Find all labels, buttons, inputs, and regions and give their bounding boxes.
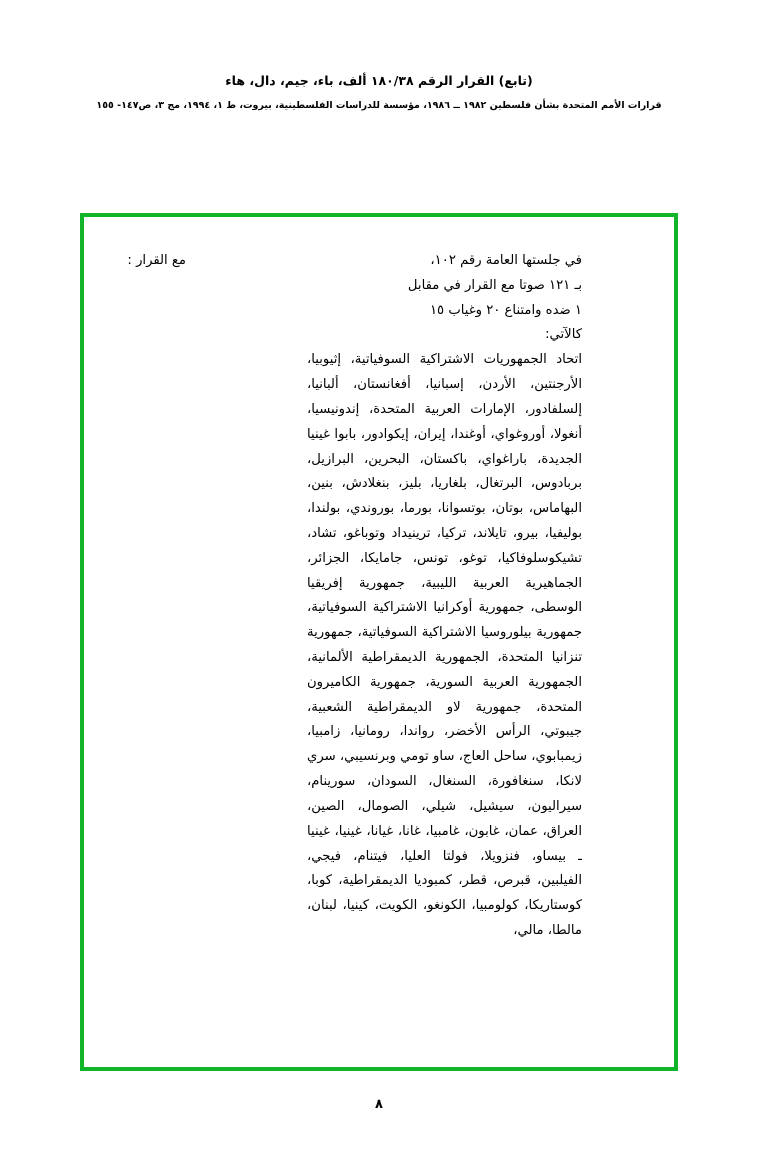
page-number: ٨ — [375, 1097, 383, 1112]
page-header — [0, 72, 758, 112]
intro-line-2: بـ ١٢١ صوتا مع القرار في مقابل — [407, 277, 582, 293]
document-body — [127, 249, 582, 944]
vote-label-text: مع القرار — [136, 253, 186, 268]
vote-label-colon: : — [127, 253, 132, 268]
vote-label — [122, 249, 186, 274]
document-title: (تابع) القرار الرقم ١٨٠/٣٨ ألف، باء، جيم، دال، هاء — [225, 73, 533, 88]
green-content-frame — [80, 213, 678, 1071]
intro-block — [307, 249, 582, 348]
intro-line-3: ١ ضده وامتناع ٢٠ وغياب ١٥ — [429, 302, 582, 318]
countries-list: اتحاد الجمهوريات الاشتراكية السوفياتية، إثيوبيا، الأرجنتين، الأردن، إسبانيا، أفغانستان، ألبانيا، إلسلفادور، الإمارات العربية المتحدة، إندونيسيا، أنغولا، أوروغواي، أوغندا، إيران، إيكوادور، بابوا غينيا الجديدة، باراغواي، باكستان، البحرين، البرازيل، بربادوس، البرتغال، بلغاريا، بليز، بنغلادش، بنين، البهاماس، بوتان، بوتسوانا، بورما، بوروندي، بولندا، بوليفيا، بيرو، تايلاند، تركيا، ترينيداد وتوباغو، تشاد، تشيكوسلوفاكيا، توغو، تونس، جامايكا، الجزائر، الجماهيرية العربية الليبية، جمهورية إفريقيا الوسطى، جمهورية أوكرانيا الاشتراكية السوفياتية، جمهورية بيلوروسيا الاشتراكية السوفياتية، جمهورية تنزانيا المتحدة، الجمهورية الديمقراطية الألمانية، الجمهورية العربية السورية، جمهورية الكاميرون المتحدة، جمهورية لاو الديمقراطية الشعبية، جيبوتي، الرأس الأخضر، رواندا، رومانيا، زامبيا، زيمبابوي، ساحل العاج، ساو تومي وبرنسيبي، سري لانكا، سنغافورة، السنغال، السودان، سورينام، سيراليون، سيشيل، شيلي، الصومال، الصين، العراق، عمان، غابون، غامبيا، غانا، غيانا، غينيا، غينيا ـ بيساو، فنزويلا، فولتا العليا، فيتنام، فيجي، الفيلبين، قبرص، قطر، كمبوديا الديمقراطية، كوبا، كوستاريكا، كولومبيا، الكونغو، الكويت، كينيا، لبنان، مالطا، مالي، — [307, 352, 582, 938]
intro-line-1: في جلستها العامة رقم ١٠٢، — [430, 253, 582, 268]
document-page — [0, 72, 758, 1150]
document-source-citation: قرارات الأمم المتحدة بشأن فلسطين ١٩٨٢ ــ ١٩٨٦، مؤسسة للدراسات الفلسطينية، بيروت، ط ١، ١٩٩٤، مج ٣، ص١٤٧- ١٥٥ — [96, 99, 662, 111]
intro-line-4: كالآتي: — [545, 327, 582, 343]
